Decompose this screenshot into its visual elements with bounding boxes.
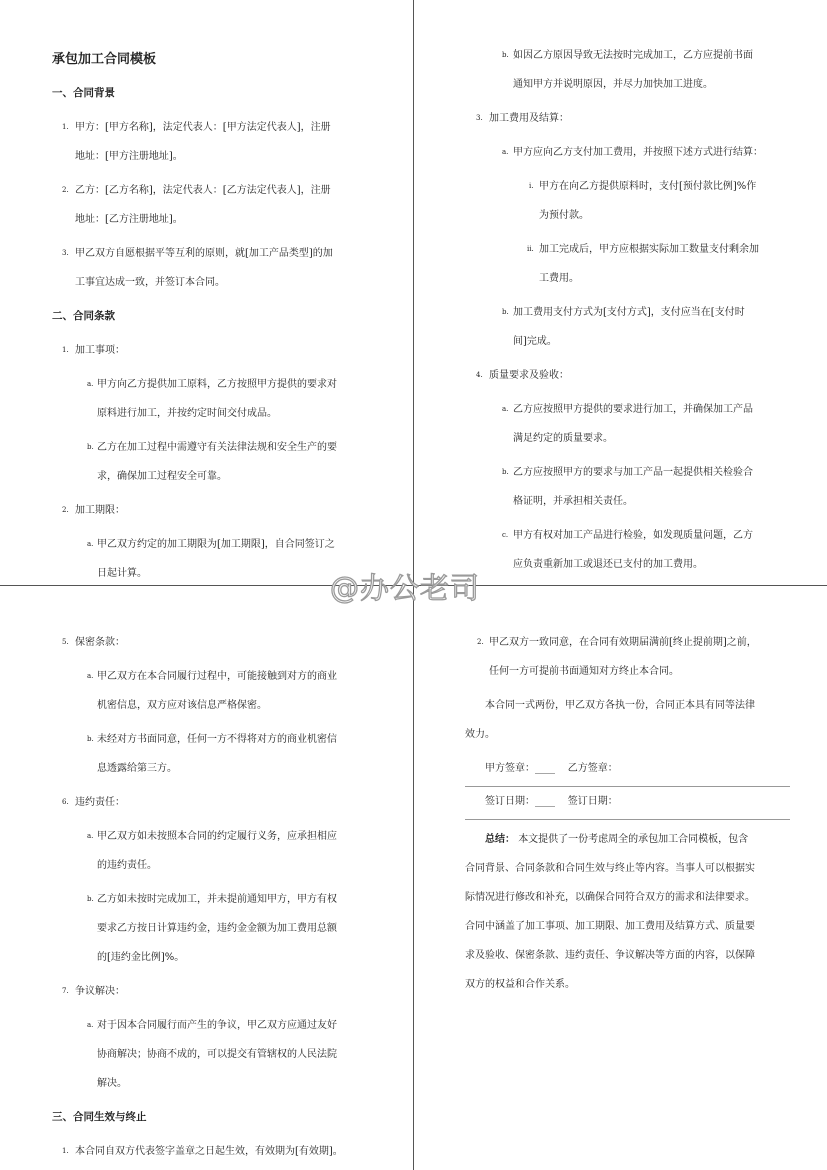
- list-item: 6. 违约责任：: [62, 797, 125, 808]
- date-line: [465, 787, 790, 820]
- list-item: a. 乙方应按照甲方提供的要求进行加工，并确保加工产品 满足约定的质量要求。: [502, 404, 753, 444]
- list-item: ii. 加工完成后，甲方应根据实际加工数量支付剩余加 工费用。: [527, 244, 759, 284]
- list-item: 2. 甲乙双方一致同意，在合同有效期届满前[终止提前期]之前， 任何一方可提前书面通知对方终止本合同。: [477, 637, 757, 677]
- list-item: 3. 甲乙双方自愿根据平等互利的原则，就[加工产品类型]的加 工事宜达成一致，并签订本合同。: [62, 248, 333, 288]
- party-b-signature: 乙方签章：: [567, 763, 618, 774]
- list-item: b. 乙方在加工过程中需遵守有关法律法规和安全生产的要 求，确保加工过程安全可靠。: [87, 442, 337, 482]
- list-item: 1. 加工事项：: [62, 345, 125, 356]
- list-item: a. 甲乙双方如未按照本合同的约定履行义务，应承担相应 的违约责任。: [87, 831, 337, 871]
- list-item: 7. 争议解决：: [62, 986, 125, 997]
- list-item: a. 甲方向乙方提供加工原料，乙方按照甲方提供的要求对 原料进行加工，并按约定时间交付成品。: [87, 379, 337, 419]
- list-item: a. 甲乙双方在本合同履行过程中，可能接触到对方的商业 机密信息，双方应对该信息严格保密。: [87, 671, 337, 711]
- list-item: 1. 本合同自双方代表签字盖章之日起生效，有效期为[有效期]。: [62, 1146, 343, 1157]
- list-item: 2. 加工期限：: [62, 505, 125, 516]
- list-item: b. 乙方应按照甲方的要求与加工产品一起提供相关检验合 格证明，并承担相关责任。: [502, 467, 753, 507]
- party-a-signature: 甲方签章：____: [485, 763, 555, 774]
- list-item: 3. 加工费用及结算：: [476, 113, 569, 124]
- list-item: c. 甲方有权对加工产品进行检验，如发现质量问题，乙方 应负责重新加工或退还已支付的加工费用。: [502, 530, 753, 570]
- section-heading-terms: 二、合同条款: [52, 310, 115, 322]
- list-item: b. 未经对方书面同意，任何一方不得将对方的商业机密信 息透露给第三方。: [87, 734, 337, 774]
- page-4: [465, 628, 790, 999]
- list-item: a. 甲方应向乙方支付加工费用，并按照下述方式进行结算：: [502, 147, 763, 158]
- page-2: [465, 41, 790, 579]
- signature-line: [465, 754, 790, 787]
- list-item: b. 如因乙方原因导致无法按时完成加工，乙方应提前书面 通知甲方并说明原因，并尽力加快加工进度。: [502, 50, 753, 90]
- list-item: 5. 保密条款：: [62, 637, 125, 648]
- list-item: b. 加工费用支付方式为[支付方式]，支付应当在[支付时 间]完成。: [502, 307, 745, 347]
- list-item: a. 甲乙双方约定的加工期限为[加工期限]，自合同签订之 日起计算。: [87, 539, 335, 579]
- party-b-date: 签订日期：: [567, 796, 618, 807]
- copies-clause-cont: 效力。: [465, 729, 495, 740]
- summary: 总结： 本文提供了一份考虑周全的承包加工合同模板，包含 合同背景、合同条款和合同生效与终止等内容。当事人可以根据实 际情况进行修改和补充，以确保合同符合双方的需求和法律要求。 合同中涵盖了加工事项、加工期限、加工费用及结算方式、质量要 求及验收、保密条款、违约责任、争议解决等方面的内容，以保障 双方的权益和合作关系。: [465, 834, 755, 990]
- list-item: 1. 甲方：[甲方名称]，法定代表人：[甲方法定代表人]，注册 地址：[甲方注册地址]。: [62, 122, 331, 162]
- copies-clause: 本合同一式两份，甲乙双方各执一份，合同正本具有同等法律: [485, 700, 755, 711]
- list-item: b. 乙方如未按时完成加工，并未提前通知甲方，甲方有权 要求乙方按日计算违约金，违约金金额为加工费用总额 的[违约金比例]%。: [87, 894, 337, 963]
- list-item: 2. 乙方：[乙方名称]，法定代表人：[乙方法定代表人]，注册 地址：[乙方注册地址]。: [62, 185, 331, 225]
- page-3: [52, 628, 372, 1166]
- watermark: @办公老司: [330, 571, 481, 605]
- section-heading-background: 一、合同背景: [52, 87, 115, 99]
- list-item: i. 甲方在向乙方提供原料时，支付[预付款比例]%作 为预付款。: [529, 181, 757, 221]
- list-item: a. 对于因本合同履行而产生的争议，甲乙双方应通过友好 协商解决；协商不成的，可以提交有管辖权的人民法院 解决。: [87, 1020, 337, 1089]
- document-title: 承包加工合同模板: [52, 52, 157, 67]
- list-item: 4. 质量要求及验收：: [476, 370, 569, 381]
- section-heading-effect: 三、合同生效与终止: [52, 1111, 147, 1123]
- summary-label: 总结：: [485, 834, 515, 845]
- page-1: [52, 45, 372, 588]
- party-a-date: 签订日期：____: [485, 796, 555, 807]
